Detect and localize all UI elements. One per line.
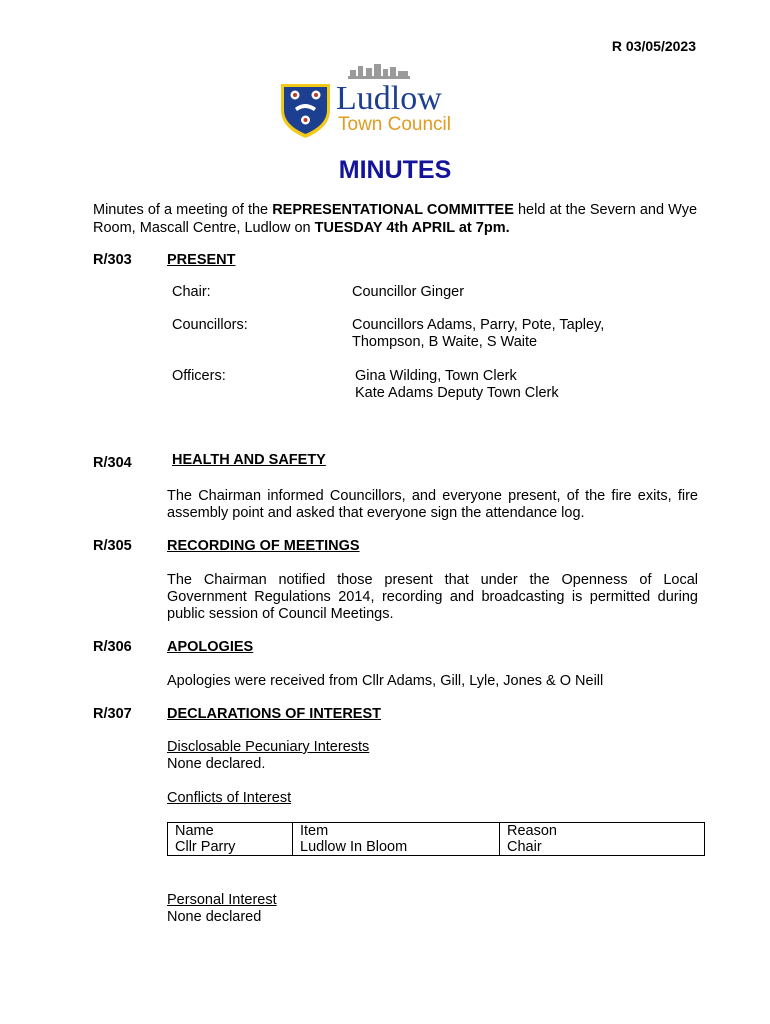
chair-value: Councillor Ginger bbox=[352, 284, 465, 300]
svg-text:Ludlow: Ludlow bbox=[336, 80, 442, 117]
item-number: R/305 bbox=[93, 538, 132, 554]
table-row bbox=[168, 839, 705, 856]
table-header-cell: Item bbox=[293, 823, 500, 840]
page-title: MINUTES bbox=[338, 156, 452, 184]
section-heading: APOLOGIES bbox=[167, 639, 254, 655]
councillors-line-1: Councillors Adams, Parry, Pote, Tapley, bbox=[352, 317, 605, 333]
item-number: R/304 bbox=[93, 455, 132, 471]
dpi-heading: Disclosable Pecuniary Interests bbox=[167, 739, 370, 755]
personal-interest-text: None declared bbox=[167, 909, 262, 925]
councillors-label: Councillors: bbox=[172, 317, 248, 333]
section-text: Apologies were received from Cllr Adams, Gill, Lyle, Jones & O Neill bbox=[167, 673, 604, 689]
table-header-cell: Name bbox=[168, 823, 293, 840]
councillors-line-2: Thompson, B Waite, S Waite bbox=[352, 334, 538, 350]
table-cell: Chair bbox=[500, 839, 705, 856]
officers-line-1: Gina Wilding, Town Clerk bbox=[355, 368, 517, 384]
table-header-cell: Reason bbox=[500, 823, 705, 840]
officers-label: Officers: bbox=[172, 368, 226, 384]
item-number: R/303 bbox=[93, 252, 132, 268]
section-heading: RECORDING OF MEETINGS bbox=[167, 538, 360, 554]
council-crest-icon bbox=[278, 62, 490, 142]
section-text: The Chairman informed Councillors, and everyone present, of the fire exits, fire assembly point and asked that everyone sign the attendance log. bbox=[167, 488, 698, 521]
conflicts-of-interest-table bbox=[167, 822, 705, 856]
document-reference: R 03/05/2023 bbox=[611, 38, 696, 54]
table-header-row bbox=[168, 823, 705, 840]
svg-text:Town Council: Town Council bbox=[338, 114, 451, 135]
item-number: R/307 bbox=[93, 706, 132, 722]
section-heading: HEALTH AND SAFETY bbox=[172, 452, 326, 468]
dpi-text: None declared. bbox=[167, 756, 266, 772]
section-heading: DECLARATIONS OF INTEREST bbox=[167, 706, 382, 722]
chair-label: Chair: bbox=[172, 284, 211, 300]
intro-paragraph: Minutes of a meeting of the REPRESENTATIONAL COMMITTEE held at the Severn and Wye Room, Mascall Centre, Ludlow on TUESDAY 4th APRIL at 7pm. bbox=[93, 202, 698, 236]
item-number: R/306 bbox=[93, 639, 132, 655]
table-cell: Ludlow In Bloom bbox=[293, 839, 500, 856]
table-cell: Cllr Parry bbox=[168, 839, 293, 856]
section-text: The Chairman notified those present that under the Openness of Local Government Regulations 2014, recording and broadcasting is permitted during public session of Council Meetings. bbox=[167, 572, 698, 622]
town-council-logo bbox=[278, 62, 490, 142]
personal-interest-heading: Personal Interest bbox=[167, 892, 277, 908]
coi-heading: Conflicts of Interest bbox=[167, 790, 292, 806]
officers-line-2: Kate Adams Deputy Town Clerk bbox=[355, 385, 559, 401]
section-heading: PRESENT bbox=[167, 252, 236, 268]
